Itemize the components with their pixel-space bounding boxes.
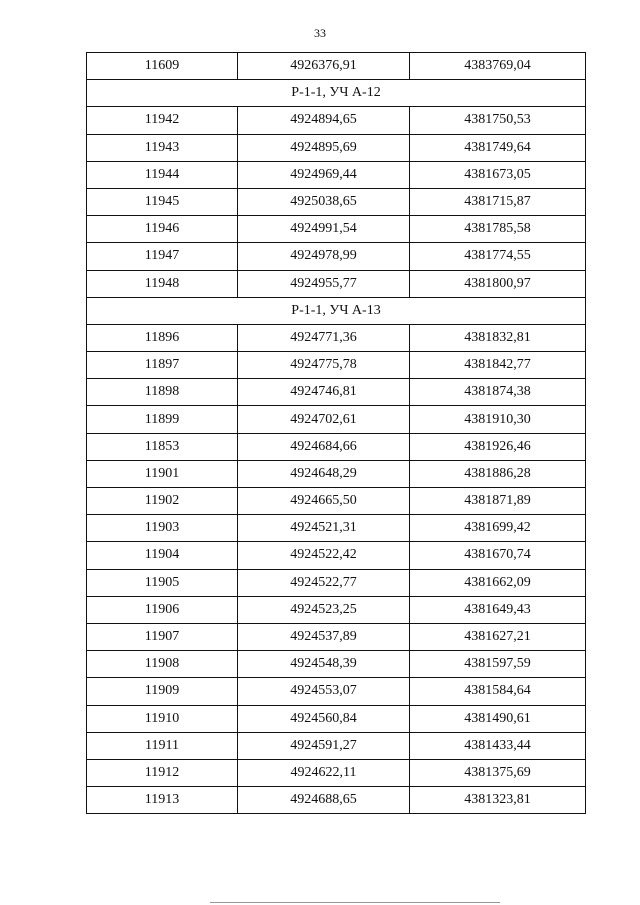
y-coordinate-cell: 4381433,44 (410, 732, 586, 759)
coordinates-table (86, 52, 586, 814)
table-row (87, 270, 586, 297)
x-coordinate-cell: 4924746,81 (238, 379, 410, 406)
table-row (87, 134, 586, 161)
table-row (87, 188, 586, 215)
x-coordinate-cell: 4925038,65 (238, 188, 410, 215)
y-coordinate-cell: 4381699,42 (410, 515, 586, 542)
table-row (87, 515, 586, 542)
table-row (87, 161, 586, 188)
x-coordinate-cell: 4924771,36 (238, 324, 410, 351)
table-row (87, 433, 586, 460)
table-row (87, 732, 586, 759)
point-number-cell: 11913 (87, 787, 238, 814)
x-coordinate-cell: 4924522,77 (238, 569, 410, 596)
table-row (87, 243, 586, 270)
x-coordinate-cell: 4924688,65 (238, 787, 410, 814)
table-row (87, 53, 586, 80)
y-coordinate-cell: 4381886,28 (410, 460, 586, 487)
page-number: 33 (314, 26, 326, 40)
point-number-cell: 11898 (87, 379, 238, 406)
point-number-cell: 11944 (87, 161, 238, 188)
point-number-cell: 11853 (87, 433, 238, 460)
point-number-cell: 11903 (87, 515, 238, 542)
point-number-cell: 11899 (87, 406, 238, 433)
x-coordinate-cell: 4924702,61 (238, 406, 410, 433)
table-row (87, 678, 586, 705)
x-coordinate-cell: 4924522,42 (238, 542, 410, 569)
point-number-cell: 11946 (87, 216, 238, 243)
x-coordinate-cell: 4924553,07 (238, 678, 410, 705)
point-number-cell: 11942 (87, 107, 238, 134)
point-number-cell: 11902 (87, 488, 238, 515)
x-coordinate-cell: 4924591,27 (238, 732, 410, 759)
y-coordinate-cell: 4381715,87 (410, 188, 586, 215)
x-coordinate-cell: 4924548,39 (238, 651, 410, 678)
y-coordinate-cell: 4381662,09 (410, 569, 586, 596)
x-coordinate-cell: 4924955,77 (238, 270, 410, 297)
x-coordinate-cell: 4924991,54 (238, 216, 410, 243)
x-coordinate-cell: 4924523,25 (238, 596, 410, 623)
x-coordinate-cell: 4924775,78 (238, 352, 410, 379)
table-row (87, 379, 586, 406)
point-number-cell: 11906 (87, 596, 238, 623)
table-row (87, 705, 586, 732)
table-row (87, 569, 586, 596)
table-row (87, 651, 586, 678)
y-coordinate-cell: 4381670,74 (410, 542, 586, 569)
x-coordinate-cell: 4924969,44 (238, 161, 410, 188)
x-coordinate-cell: 4924895,69 (238, 134, 410, 161)
point-number-cell: 11896 (87, 324, 238, 351)
table-row (87, 542, 586, 569)
y-coordinate-cell: 4381649,43 (410, 596, 586, 623)
point-number-cell: 11943 (87, 134, 238, 161)
table-row (87, 324, 586, 351)
y-coordinate-cell: 4381874,38 (410, 379, 586, 406)
point-number-cell: 11908 (87, 651, 238, 678)
coordinates-table-body (87, 53, 586, 814)
x-coordinate-cell: 4924622,11 (238, 759, 410, 786)
y-coordinate-cell: 4381926,46 (410, 433, 586, 460)
x-coordinate-cell: 4924978,99 (238, 243, 410, 270)
y-coordinate-cell: 4381375,69 (410, 759, 586, 786)
y-coordinate-cell: 4381597,59 (410, 651, 586, 678)
y-coordinate-cell: 4383769,04 (410, 53, 586, 80)
table-row (87, 623, 586, 650)
section-title: Р-1-1, УЧ А-13 (87, 297, 586, 324)
x-coordinate-cell: 4924684,66 (238, 433, 410, 460)
x-coordinate-cell: 4924521,31 (238, 515, 410, 542)
x-coordinate-cell: 4924894,65 (238, 107, 410, 134)
y-coordinate-cell: 4381842,77 (410, 352, 586, 379)
table-row (87, 488, 586, 515)
y-coordinate-cell: 4381750,53 (410, 107, 586, 134)
x-coordinate-cell: 4926376,91 (238, 53, 410, 80)
point-number-cell: 11904 (87, 542, 238, 569)
point-number-cell: 11947 (87, 243, 238, 270)
y-coordinate-cell: 4381871,89 (410, 488, 586, 515)
point-number-cell: 11911 (87, 732, 238, 759)
point-number-cell: 11948 (87, 270, 238, 297)
table-row (87, 460, 586, 487)
point-number-cell: 11945 (87, 188, 238, 215)
table-row (87, 406, 586, 433)
table-row (87, 216, 586, 243)
y-coordinate-cell: 4381627,21 (410, 623, 586, 650)
y-coordinate-cell: 4381673,05 (410, 161, 586, 188)
section-header-row (87, 80, 586, 107)
y-coordinate-cell: 4381910,30 (410, 406, 586, 433)
y-coordinate-cell: 4381749,64 (410, 134, 586, 161)
table-row (87, 759, 586, 786)
y-coordinate-cell: 4381774,55 (410, 243, 586, 270)
section-header-row (87, 297, 586, 324)
table-row (87, 596, 586, 623)
point-number-cell: 11912 (87, 759, 238, 786)
point-number-cell: 11609 (87, 53, 238, 80)
y-coordinate-cell: 4381832,81 (410, 324, 586, 351)
x-coordinate-cell: 4924648,29 (238, 460, 410, 487)
y-coordinate-cell: 4381785,58 (410, 216, 586, 243)
y-coordinate-cell: 4381800,97 (410, 270, 586, 297)
y-coordinate-cell: 4381490,61 (410, 705, 586, 732)
table-row (87, 107, 586, 134)
point-number-cell: 11907 (87, 623, 238, 650)
x-coordinate-cell: 4924560,84 (238, 705, 410, 732)
x-coordinate-cell: 4924537,89 (238, 623, 410, 650)
y-coordinate-cell: 4381323,81 (410, 787, 586, 814)
x-coordinate-cell: 4924665,50 (238, 488, 410, 515)
bottom-divider (210, 902, 500, 903)
table-row (87, 352, 586, 379)
point-number-cell: 11905 (87, 569, 238, 596)
point-number-cell: 11897 (87, 352, 238, 379)
section-title: Р-1-1, УЧ А-12 (87, 80, 586, 107)
table-row (87, 787, 586, 814)
point-number-cell: 11910 (87, 705, 238, 732)
point-number-cell: 11901 (87, 460, 238, 487)
point-number-cell: 11909 (87, 678, 238, 705)
y-coordinate-cell: 4381584,64 (410, 678, 586, 705)
